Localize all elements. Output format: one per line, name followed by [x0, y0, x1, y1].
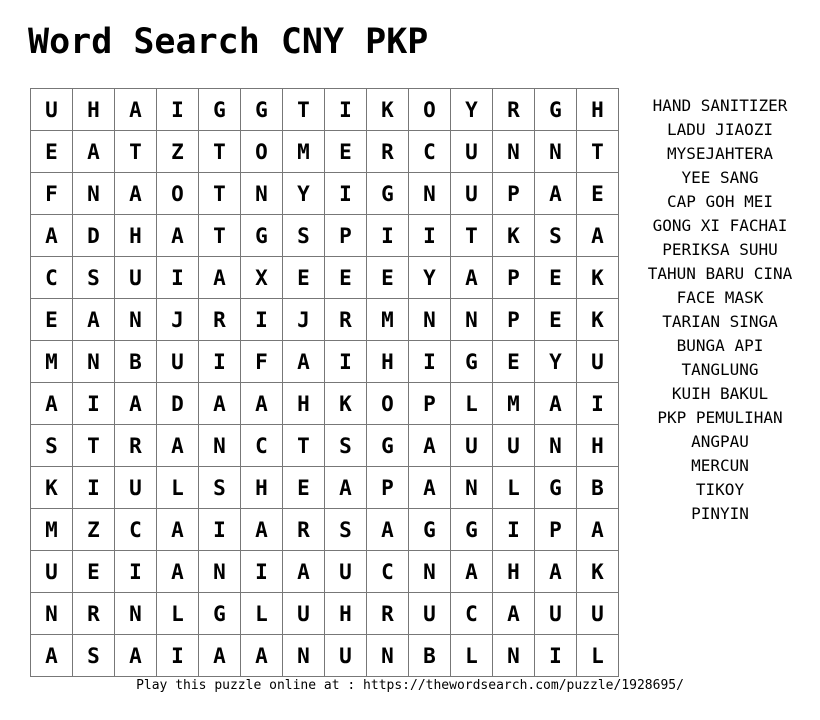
grid-cell[interactable]: U [451, 131, 493, 173]
grid-cell[interactable]: N [535, 425, 577, 467]
word-list-item: TAHUN BARU CINA [647, 264, 793, 283]
grid-cell[interactable]: I [73, 467, 115, 509]
grid-cell[interactable]: U [325, 551, 367, 593]
grid-cell[interactable]: A [451, 551, 493, 593]
grid-cell[interactable]: N [115, 593, 157, 635]
grid-cell[interactable]: N [493, 635, 535, 677]
grid-cell[interactable]: D [73, 215, 115, 257]
grid-cell[interactable]: S [325, 425, 367, 467]
grid-cell[interactable]: K [367, 89, 409, 131]
grid-cell[interactable]: S [73, 257, 115, 299]
grid-cell[interactable]: A [115, 635, 157, 677]
word-list-item: YEE SANG [681, 168, 759, 187]
grid-cell[interactable]: E [325, 257, 367, 299]
grid-cell[interactable]: A [115, 383, 157, 425]
grid-cell[interactable]: Z [157, 131, 199, 173]
grid-cell[interactable]: P [409, 383, 451, 425]
grid-cell[interactable]: O [409, 89, 451, 131]
word-list-item: PINYIN [691, 504, 749, 523]
grid-cell[interactable]: I [325, 173, 367, 215]
letter-grid-body [31, 89, 619, 677]
grid-row [31, 593, 619, 635]
footer-text: Play this puzzle online at : https://thewordsearch.com/puzzle/1928695/ [136, 678, 684, 693]
grid-cell[interactable]: L [241, 593, 283, 635]
grid-cell[interactable]: B [409, 635, 451, 677]
grid-cell[interactable]: U [31, 89, 73, 131]
grid-cell[interactable]: H [577, 89, 619, 131]
word-list-item: MYSEJAHTERA [667, 144, 773, 163]
grid-cell[interactable]: A [73, 299, 115, 341]
grid-cell[interactable]: I [535, 635, 577, 677]
grid-cell[interactable]: N [451, 299, 493, 341]
grid-cell[interactable]: D [157, 383, 199, 425]
grid-cell[interactable]: X [241, 257, 283, 299]
grid-cell[interactable]: K [325, 383, 367, 425]
grid-cell[interactable]: F [31, 173, 73, 215]
grid-cell[interactable]: P [367, 467, 409, 509]
grid-row [31, 299, 619, 341]
grid-cell[interactable]: C [115, 509, 157, 551]
grid-cell[interactable]: E [535, 257, 577, 299]
grid-cell[interactable]: M [31, 509, 73, 551]
grid-cell[interactable]: U [577, 341, 619, 383]
grid-cell[interactable]: H [577, 425, 619, 467]
grid-cell[interactable]: A [325, 467, 367, 509]
grid-cell[interactable]: C [241, 425, 283, 467]
grid-cell[interactable]: E [535, 299, 577, 341]
word-search-grid[interactable] [30, 88, 619, 677]
grid-cell[interactable]: R [283, 509, 325, 551]
grid-cell[interactable]: K [577, 551, 619, 593]
grid-row [31, 635, 619, 677]
grid-cell[interactable]: A [157, 509, 199, 551]
grid-cell[interactable]: G [199, 89, 241, 131]
word-list-item: ANGPAU [691, 432, 749, 451]
grid-cell[interactable]: I [577, 383, 619, 425]
grid-cell[interactable]: A [577, 215, 619, 257]
grid-cell[interactable]: N [199, 425, 241, 467]
grid-cell[interactable]: E [577, 173, 619, 215]
grid-cell[interactable]: L [577, 635, 619, 677]
grid-cell[interactable]: I [157, 89, 199, 131]
grid-cell[interactable]: H [367, 341, 409, 383]
grid-cell[interactable]: E [31, 131, 73, 173]
grid-cell[interactable]: T [115, 131, 157, 173]
grid-cell[interactable]: I [325, 89, 367, 131]
grid-cell[interactable]: M [283, 131, 325, 173]
grid-cell[interactable]: E [283, 257, 325, 299]
grid-cell[interactable]: A [115, 89, 157, 131]
grid-cell[interactable]: I [409, 215, 451, 257]
grid-cell[interactable]: A [535, 551, 577, 593]
grid-cell[interactable]: P [325, 215, 367, 257]
grid-row [31, 173, 619, 215]
grid-cell[interactable]: R [493, 89, 535, 131]
grid-cell[interactable]: E [493, 341, 535, 383]
grid-cell[interactable]: G [451, 509, 493, 551]
grid-cell[interactable]: G [199, 593, 241, 635]
grid-cell[interactable]: U [493, 425, 535, 467]
grid-cell[interactable]: E [283, 467, 325, 509]
grid-cell[interactable]: M [493, 383, 535, 425]
grid-cell[interactable]: N [199, 551, 241, 593]
grid-cell[interactable]: A [115, 173, 157, 215]
grid-cell[interactable]: P [535, 509, 577, 551]
grid-cell[interactable]: J [157, 299, 199, 341]
grid-cell[interactable]: P [493, 173, 535, 215]
grid-cell[interactable]: N [31, 593, 73, 635]
grid-cell[interactable]: A [283, 341, 325, 383]
grid-cell[interactable]: A [241, 509, 283, 551]
grid-cell[interactable]: A [31, 635, 73, 677]
grid-cell[interactable]: I [493, 509, 535, 551]
grid-cell[interactable]: O [241, 131, 283, 173]
grid-row [31, 383, 619, 425]
grid-cell[interactable]: O [157, 173, 199, 215]
grid-cell[interactable]: R [325, 299, 367, 341]
grid-cell[interactable]: N [115, 299, 157, 341]
grid-cell[interactable]: A [157, 215, 199, 257]
letter-grid-table[interactable] [30, 88, 619, 677]
grid-cell[interactable]: A [31, 383, 73, 425]
grid-cell[interactable]: R [115, 425, 157, 467]
grid-cell[interactable]: U [283, 593, 325, 635]
grid-cell[interactable]: M [31, 341, 73, 383]
grid-cell[interactable]: E [367, 257, 409, 299]
grid-cell[interactable]: R [367, 593, 409, 635]
grid-cell[interactable]: K [577, 299, 619, 341]
grid-cell[interactable]: K [31, 467, 73, 509]
grid-cell[interactable]: T [199, 215, 241, 257]
grid-cell[interactable]: Y [283, 173, 325, 215]
grid-cell[interactable]: O [367, 383, 409, 425]
grid-cell[interactable]: K [577, 257, 619, 299]
page-title: Word Search CNY PKP [28, 22, 429, 62]
grid-cell[interactable]: N [241, 173, 283, 215]
grid-cell[interactable]: N [367, 635, 409, 677]
grid-cell[interactable]: H [73, 89, 115, 131]
grid-cell[interactable]: T [199, 131, 241, 173]
grid-cell[interactable]: A [577, 509, 619, 551]
grid-cell[interactable]: A [73, 131, 115, 173]
grid-cell[interactable]: H [325, 593, 367, 635]
grid-cell[interactable]: A [535, 383, 577, 425]
grid-row [31, 551, 619, 593]
word-list-item: HAND SANITIZER [652, 96, 788, 115]
grid-cell[interactable]: A [157, 425, 199, 467]
grid-cell[interactable]: T [577, 131, 619, 173]
word-list-item: GONG XI FACHAI [652, 216, 788, 235]
grid-cell[interactable]: A [493, 593, 535, 635]
grid-cell[interactable]: C [451, 593, 493, 635]
word-list-item: TIKOY [695, 480, 745, 499]
grid-cell[interactable]: A [241, 383, 283, 425]
grid-cell[interactable]: A [535, 173, 577, 215]
grid-cell[interactable]: R [73, 593, 115, 635]
word-list-item: CAP GOH MEI [667, 192, 773, 211]
grid-cell[interactable]: L [451, 635, 493, 677]
grid-cell[interactable]: G [535, 467, 577, 509]
grid-cell[interactable]: H [493, 551, 535, 593]
grid-cell[interactable]: L [451, 383, 493, 425]
word-list-item: TARIAN SINGA [662, 312, 778, 331]
grid-cell[interactable]: N [409, 551, 451, 593]
grid-cell[interactable]: G [367, 173, 409, 215]
grid-cell[interactable]: U [115, 257, 157, 299]
grid-cell[interactable]: I [241, 299, 283, 341]
grid-cell[interactable]: C [31, 257, 73, 299]
grid-cell[interactable]: N [493, 131, 535, 173]
grid-cell[interactable]: J [283, 299, 325, 341]
grid-row [31, 257, 619, 299]
grid-cell[interactable]: G [367, 425, 409, 467]
grid-cell[interactable]: I [241, 551, 283, 593]
word-list-item: PKP PEMULIHAN [657, 408, 783, 427]
grid-cell[interactable]: A [199, 257, 241, 299]
grid-cell[interactable]: U [157, 341, 199, 383]
grid-cell[interactable]: E [325, 131, 367, 173]
grid-row [31, 131, 619, 173]
grid-cell[interactable]: P [493, 299, 535, 341]
grid-cell[interactable]: I [409, 341, 451, 383]
grid-cell[interactable]: Y [535, 341, 577, 383]
grid-cell[interactable]: S [535, 215, 577, 257]
grid-cell[interactable]: U [115, 467, 157, 509]
grid-cell[interactable]: A [157, 551, 199, 593]
grid-cell[interactable]: B [577, 467, 619, 509]
word-list [620, 94, 820, 526]
grid-row [31, 215, 619, 257]
word-list-item: BUNGA API [676, 336, 764, 355]
grid-cell[interactable]: S [73, 635, 115, 677]
grid-cell[interactable]: N [73, 173, 115, 215]
grid-cell[interactable]: A [199, 635, 241, 677]
grid-cell[interactable]: U [451, 173, 493, 215]
grid-cell[interactable]: T [283, 425, 325, 467]
grid-cell[interactable]: G [451, 341, 493, 383]
grid-cell[interactable]: N [535, 131, 577, 173]
grid-cell[interactable]: I [199, 341, 241, 383]
grid-cell[interactable]: T [199, 173, 241, 215]
grid-cell[interactable]: K [493, 215, 535, 257]
grid-cell[interactable]: Z [73, 509, 115, 551]
grid-row [31, 89, 619, 131]
word-list-item: LADU JIAOZI [667, 120, 773, 139]
grid-cell[interactable]: E [73, 551, 115, 593]
word-list-item: MERCUN [691, 456, 749, 475]
grid-cell[interactable]: L [157, 467, 199, 509]
word-list-item: TANGLUNG [681, 360, 759, 379]
grid-cell[interactable]: H [115, 215, 157, 257]
grid-cell[interactable]: S [31, 425, 73, 467]
grid-cell[interactable]: U [577, 593, 619, 635]
grid-cell[interactable]: N [73, 341, 115, 383]
grid-cell[interactable]: N [409, 173, 451, 215]
grid-cell[interactable]: A [451, 257, 493, 299]
grid-cell[interactable]: L [157, 593, 199, 635]
grid-cell[interactable]: P [493, 257, 535, 299]
grid-cell[interactable]: H [241, 467, 283, 509]
grid-row [31, 467, 619, 509]
grid-cell[interactable]: G [241, 215, 283, 257]
grid-cell[interactable]: R [367, 131, 409, 173]
grid-cell[interactable]: H [283, 383, 325, 425]
grid-cell[interactable]: U [325, 635, 367, 677]
grid-cell[interactable]: G [535, 89, 577, 131]
grid-cell[interactable]: U [31, 551, 73, 593]
word-list-item: FACE MASK [676, 288, 764, 307]
grid-cell[interactable]: U [451, 425, 493, 467]
grid-cell[interactable]: G [241, 89, 283, 131]
grid-row [31, 425, 619, 467]
grid-cell[interactable]: S [283, 215, 325, 257]
grid-cell[interactable]: L [493, 467, 535, 509]
grid-cell[interactable]: Y [409, 257, 451, 299]
grid-cell[interactable]: N [283, 635, 325, 677]
grid-cell[interactable]: Y [451, 89, 493, 131]
grid-cell[interactable]: A [241, 635, 283, 677]
grid-cell[interactable]: B [115, 341, 157, 383]
grid-cell[interactable]: G [409, 509, 451, 551]
grid-cell[interactable]: T [73, 425, 115, 467]
grid-cell[interactable]: I [367, 215, 409, 257]
grid-cell[interactable]: N [409, 299, 451, 341]
word-list-item: PERIKSA SUHU [662, 240, 778, 259]
grid-cell[interactable]: I [325, 341, 367, 383]
grid-cell[interactable]: S [199, 467, 241, 509]
grid-cell[interactable]: T [283, 89, 325, 131]
grid-cell[interactable]: U [409, 593, 451, 635]
grid-row [31, 509, 619, 551]
grid-cell[interactable]: U [535, 593, 577, 635]
grid-cell[interactable]: N [451, 467, 493, 509]
grid-cell[interactable]: E [31, 299, 73, 341]
grid-cell[interactable]: A [31, 215, 73, 257]
word-list-item: KUIH BAKUL [671, 384, 769, 403]
grid-row [31, 341, 619, 383]
grid-cell[interactable]: I [199, 509, 241, 551]
grid-cell[interactable]: C [409, 131, 451, 173]
grid-cell[interactable]: A [199, 383, 241, 425]
grid-cell[interactable]: M [367, 299, 409, 341]
grid-cell[interactable]: I [115, 551, 157, 593]
grid-cell[interactable]: F [241, 341, 283, 383]
grid-cell[interactable]: C [367, 551, 409, 593]
grid-cell[interactable]: S [325, 509, 367, 551]
grid-cell[interactable]: R [199, 299, 241, 341]
grid-cell[interactable]: A [409, 467, 451, 509]
grid-cell[interactable]: A [409, 425, 451, 467]
grid-cell[interactable]: I [73, 383, 115, 425]
grid-cell[interactable]: T [451, 215, 493, 257]
grid-cell[interactable]: I [157, 257, 199, 299]
grid-cell[interactable]: A [283, 551, 325, 593]
grid-cell[interactable]: I [157, 635, 199, 677]
grid-cell[interactable]: A [367, 509, 409, 551]
